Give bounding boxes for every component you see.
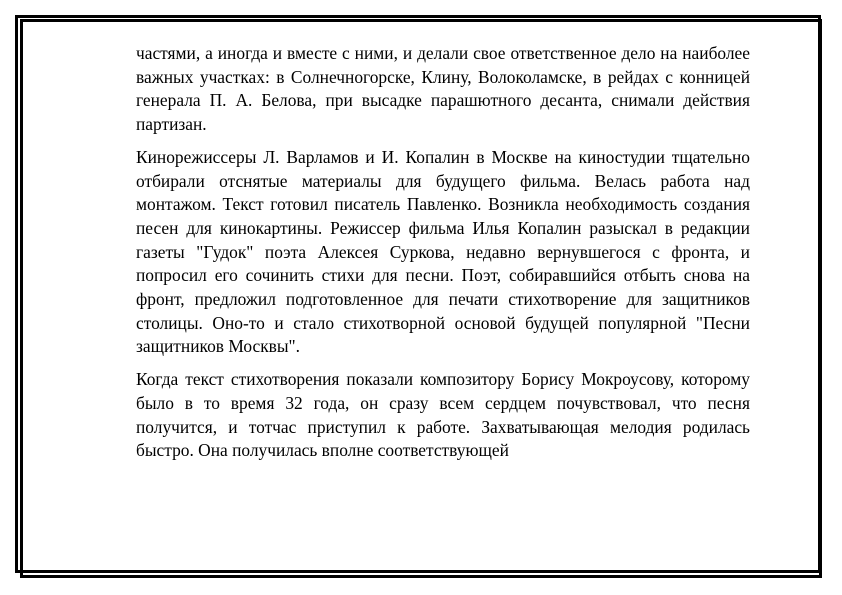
paragraph-1: частями, а иногда и вместе с ними, и делали свое ответственное дело на наиболее важных участках: в Солнечногорске, Клину, Волоколамске, в рейдах с конницей генерала П. А. Белова, при высадке парашютного десанта, снимали действия партизан. [136,43,750,135]
paragraph-3: Когда текст стихотворения показали композитору Борису Мокроусову, которому было в то время 32 года, он сразу всем сердцем почувствовал, что песня получится, и тотчас приступил к работе. Захватывающая мелодия родилась быстро. Она получилась вполне соответствующей [136,369,750,461]
paragraph-2: Кинорежиссеры Л. Варламов и И. Копалин в Москве на киностудии тщательно отбирали отснятые материалы для будущего фильма. Велась работа над монтажом. Текст готовил писатель Павленко. Возникла необходимость создания песен для кинокартины. Режиссер фильма Илья Копалин разыскал в редакции газеты "Гудок" поэта Алексея Суркова, недавно вернувшегося с фронта, и попросил его сочинить стихи для песни. Поэт, собиравшийся отбыть снова на фронт, предложил подготовленное для печати стихотворение для защитников столицы. Оно-то и стало стихотворной основой будущей популярной "Песни защитников Москвы". [136,146,750,357]
document-body [136,42,750,472]
